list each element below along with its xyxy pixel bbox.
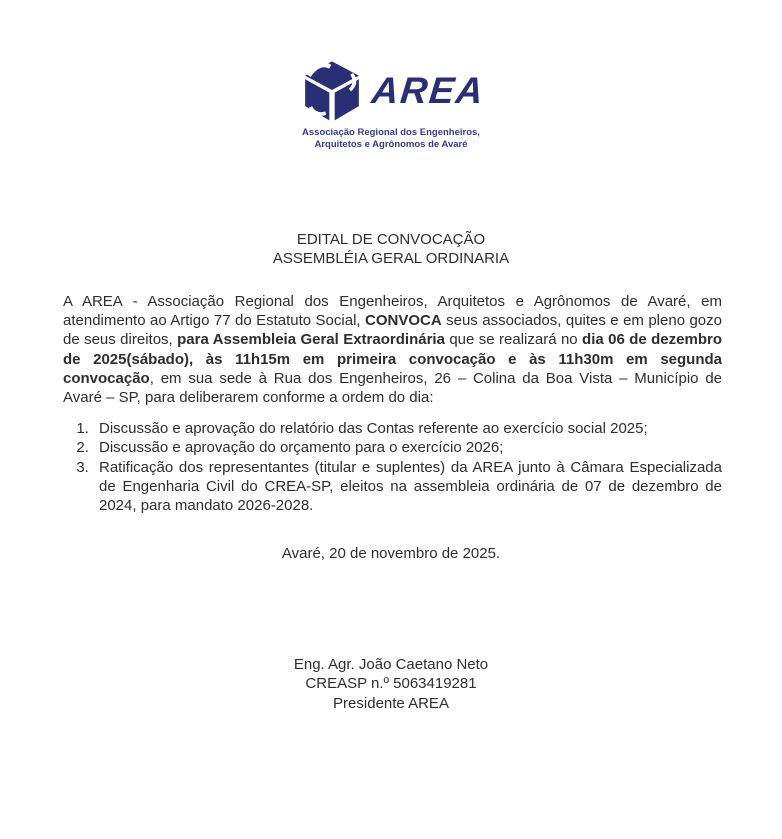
agenda-list xyxy=(63,419,722,515)
agenda-item-3: 3. Ratificação dos representantes (titular e suplentes) da AREA junto à Câmara Especializada de Engenharia Civil do CREA-SP, eleitos na assembleia ordinária de 07 de dezembro de 2024, para mandato 2026-2028. xyxy=(93,458,722,516)
logo-row xyxy=(0,56,782,124)
signature-registry: CREASP n.º 5063419281 xyxy=(305,675,477,693)
paragraph-segment: , em sua sede à Rua dos Engenheiros, 26 – Colina da Boa Vista – Município de Avaré – SP, para deliberarem conforme a ordem do dia: xyxy=(63,369,722,407)
logo xyxy=(0,0,782,150)
area-wordmark: AREA xyxy=(369,69,487,111)
paragraph-segment: que se realizará no xyxy=(444,331,583,349)
logo-caption-line2: Arquitetos e Agrônomos de Avaré xyxy=(314,138,468,150)
paragraph-segment: A AREA - Associação Regional dos Engenheiros, Arquitetos e Agrônomos de Avaré, em atendimento ao Artigo 77 do Estatuto Social, xyxy=(63,293,722,330)
agenda-item-2: 2. Discussão e aprovação do orçamento para o exercício 2026; xyxy=(93,438,722,457)
paragraph-segment-bold: CONVOCA xyxy=(365,312,442,330)
convocation-paragraph xyxy=(63,292,722,407)
logo-caption xyxy=(0,127,782,150)
document-title xyxy=(0,230,782,268)
signature-block xyxy=(0,655,782,713)
paragraph-segment-bold: dia 06 de dezembro de 2025(sábado), às 11h15m em primeira convocação e às 11h30m em segunda convocação xyxy=(63,331,722,387)
signature-name: Eng. Agr. João Caetano Neto xyxy=(293,656,489,674)
logo-caption-line1: Associação Regional dos Engenheiros, xyxy=(302,127,480,138)
area-cube-icon xyxy=(298,56,366,124)
paragraph-segment-bold: para Assembleia Geral Extraordinária xyxy=(177,331,445,349)
title-line2: ASSEMBLÉIA GERAL ORDINARIA xyxy=(272,250,510,267)
title-line1: EDITAL DE CONVOCAÇÃO xyxy=(296,231,486,248)
agenda-item-1: 1. Discussão e aprovação do relatório das Contas referente ao exercício social 2025; xyxy=(93,419,722,438)
paragraph-segment: seus associados, quites e em pleno gozo de seus direitos, xyxy=(63,312,722,349)
dateline: Avaré, 20 de novembro de 2025. xyxy=(281,545,501,563)
signature-role: Presidente AREA xyxy=(333,694,449,712)
